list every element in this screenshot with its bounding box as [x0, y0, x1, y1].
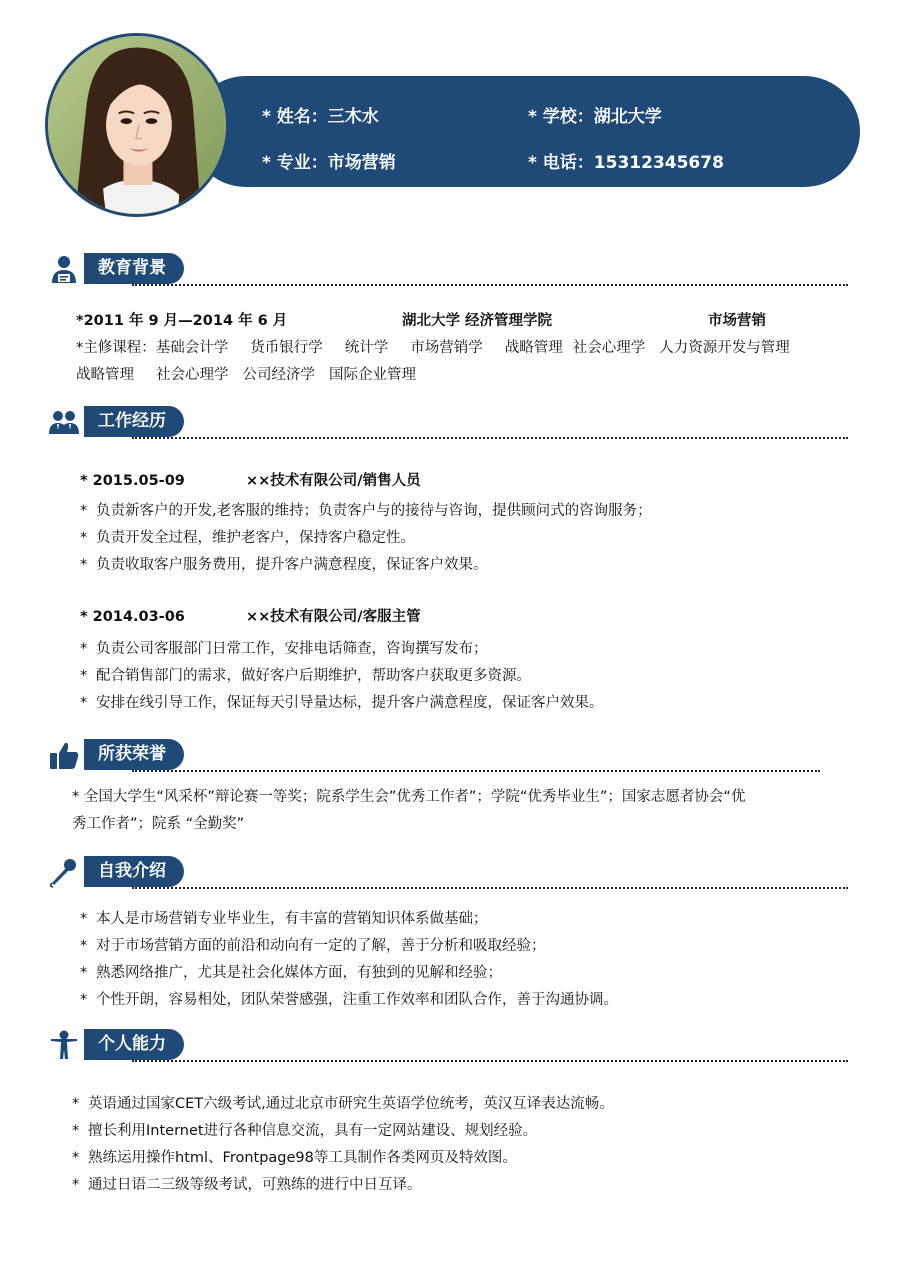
portrait-image [48, 36, 226, 214]
course-item: 市场营销学 [410, 340, 483, 356]
profile-name: * 姓名：三木水 [262, 107, 379, 127]
list-item: * 熟练运用操作html、Frontpage98等工具制作各类网页及特效图。 [72, 1150, 517, 1166]
course-item: 社会心理学 [572, 340, 646, 356]
course-item: 基础会计学 [155, 340, 229, 356]
honors-line-2: 秀工作者”；院系 “全勤奖” [72, 816, 245, 832]
profile-banner [190, 76, 860, 187]
job-duties [80, 636, 604, 717]
job-period: * 2015.05-09 [80, 473, 185, 489]
list-item: * 英语通过国家CET六级考试,通过北京市研究生英语学位统考，英汉互译表达流畅。 [72, 1096, 614, 1112]
list-item: * 本人是市场营销专业毕业生，有丰富的营销知识体系做基础； [80, 911, 488, 927]
thumbs-up-icon [48, 739, 80, 771]
profile-phone: * 电话：15312345678 [528, 153, 724, 173]
section-skills-title: 个人能力 [84, 1029, 184, 1060]
skills-list [72, 1091, 614, 1199]
profile-photo [45, 33, 229, 217]
section-work-header [48, 405, 848, 439]
job-company: ××技术有限公司/销售人员 [246, 473, 421, 489]
list-item: * 对于市场营销方面的前沿和动向有一定的了解，善于分析和吸取经验； [80, 938, 546, 954]
list-item: * 擅长利用Internet进行各种信息交流，具有一定网站建设、规划经验。 [72, 1123, 538, 1139]
section-honors-header [48, 738, 820, 772]
list-item: * 安排在线引导工作，保证每天引导量达标，提升客户满意程度，保证客户效果。 [80, 695, 604, 711]
course-item: 人力资源开发与管理 [659, 340, 790, 356]
course-item: 统计学 [344, 340, 389, 356]
course-item: 国际企业管理 [329, 367, 416, 383]
list-item: * 通过日语二三级等级考试，可熟练的进行中日互译。 [72, 1177, 422, 1193]
section-education-header [48, 252, 848, 286]
courses-line-2 [76, 362, 438, 389]
education-period: *2011 年 9 月—2014 年 6 月 [76, 313, 288, 329]
courses-label: *主修课程： [76, 340, 156, 356]
list-item: * 负责开发全过程，维护老客户，保持客户稳定性。 [80, 530, 415, 546]
section-divider [132, 1060, 848, 1062]
course-item: 战略管理 [504, 340, 563, 356]
honors-line-1: * 全国大学生“风采杯”辩论赛一等奖；院系学生会”优秀工作者”；学院“优秀毕业生”；国家志愿者协会“优 [72, 789, 746, 805]
section-education-title: 教育背景 [84, 253, 184, 284]
section-work-title: 工作经历 [84, 406, 184, 437]
list-item: * 个性开朗，容易相处，团队荣誉感强，注重工作效率和团队合作，善于沟通协调。 [80, 992, 618, 1008]
profile-school: * 学校：湖北大学 [528, 107, 662, 127]
education-major: 市场营销 [708, 313, 766, 329]
list-item: * 熟悉网络推广，尤其是社会化媒体方面，有独到的见解和经验； [80, 965, 502, 981]
profile-major: * 专业：市场营销 [262, 153, 396, 173]
section-skills-header [48, 1028, 848, 1062]
courses-line-1 [76, 335, 790, 362]
list-item: * 负责公司客服部门日常工作，安排电话筛查，咨询撰写发布； [80, 641, 488, 657]
section-divider [132, 770, 820, 772]
list-item: * 负责新客户的开发,老客服的维持；负责客户与的接待与咨询，提供顾问式的咨询服务； [80, 503, 652, 519]
section-divider [132, 437, 848, 439]
intro-list [80, 906, 618, 1014]
person-standing-icon [48, 1029, 80, 1061]
two-people-icon [48, 406, 80, 438]
person-card-icon [48, 253, 80, 285]
job-duties [80, 498, 652, 579]
section-intro-title: 自我介绍 [84, 856, 184, 887]
course-item: 社会心理学 [156, 367, 229, 383]
section-divider [132, 284, 848, 286]
course-item: 公司经济学 [242, 367, 315, 383]
course-item: 战略管理 [76, 367, 134, 383]
list-item: * 负责收取客户服务费用，提升客户满意程度，保证客户效果。 [80, 557, 488, 573]
education-university: 湖北大学 经济管理学院 [402, 313, 553, 329]
microphone-icon [48, 856, 80, 888]
section-divider [132, 887, 848, 889]
list-item: * 配合销售部门的需求，做好客户后期维护，帮助客户获取更多资源。 [80, 668, 531, 684]
job-company: ××技术有限公司/客服主管 [246, 609, 421, 625]
section-honors-title: 所获荣誉 [84, 739, 184, 770]
course-item: 货币银行学 [250, 340, 323, 356]
section-intro-header [48, 855, 848, 889]
job-period: * 2014.03-06 [80, 609, 185, 625]
